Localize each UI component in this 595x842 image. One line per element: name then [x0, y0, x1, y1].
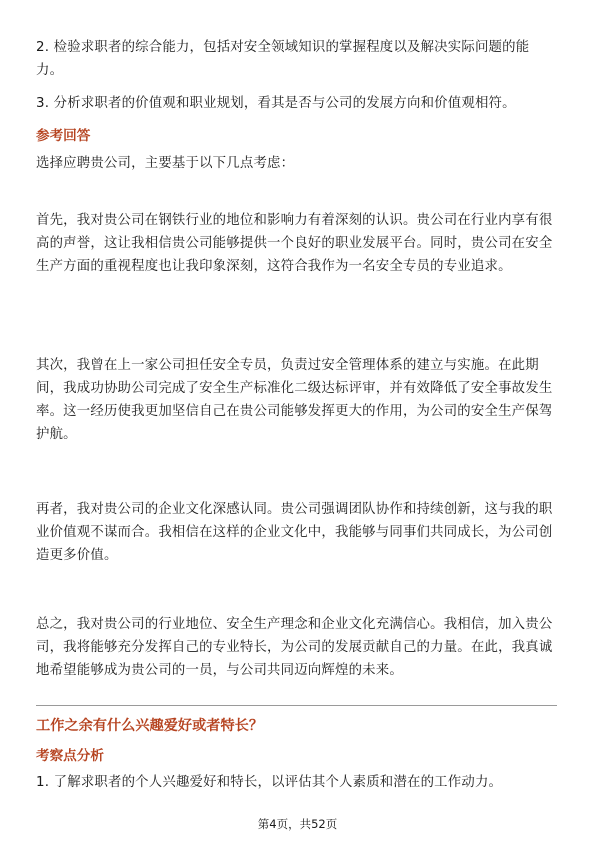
reference-paragraph-2: 其次，我曾在上一家公司担任安全专员，负责过安全管理体系的建立与实施。在此期间，我成功协助公司完成了安全生产标准化二级达标评审，并有效降低了安全事故发生率。这一经历使我更加坚信自己在贵公司能够发挥更大的作用，为公司的安全生产保驾护航。	[36, 358, 553, 442]
intro-point-2: 2. 检验求职者的综合能力，包括对安全领域知识的掌握程度以及解决实际问题的能力。	[36, 40, 530, 78]
intro-point-3: 3. 分析求职者的价值观和职业规划，看其是否与公司的发展方向和价值观相符。	[36, 96, 516, 111]
reference-answer-heading: 参考回答	[36, 128, 91, 144]
reference-opening: 选择应聘贵公司，主要基于以下几点考虑：	[36, 156, 295, 171]
page-footer: 第4页，共52页	[257, 817, 338, 831]
reference-paragraph-3: 再者，我对贵公司的企业文化深感认同。贵公司强调团队协作和持续创新，这与我的职业价值观不谋而合。我相信在这样的企业文化中，我能够与同事们共同成长，为公司创造更多价值。	[36, 502, 553, 563]
reference-paragraph-4: 总之，我对贵公司的行业地位、安全生产理念和企业文化充满信心。我相信，加入贵公司，我将能够充分发挥自己的专业特长，为公司的发展贡献自己的力量。在此，我真诚地希望能够成为贵公司的一员，与公司共同迈向辉煌的未来。	[36, 617, 553, 678]
section-divider	[36, 705, 557, 706]
question-title: 工作之余有什么兴趣爱好或者特长？	[36, 718, 264, 734]
reference-paragraph-1: 首先，我对贵公司在钢铁行业的地位和影响力有着深刻的认识。贵公司在行业内享有很高的声誉，这让我相信贵公司能够提供一个良好的职业发展平台。同时，贵公司在安全生产方面的重视程度也让我印象深刻，这符合我作为一名安全专员的专业追求。	[36, 213, 553, 274]
analysis-point-1: 1. 了解求职者的个人兴趣爱好和特长，以评估其个人素质和潜在的工作动力。	[36, 775, 503, 790]
analysis-heading: 考察点分析	[36, 748, 104, 764]
